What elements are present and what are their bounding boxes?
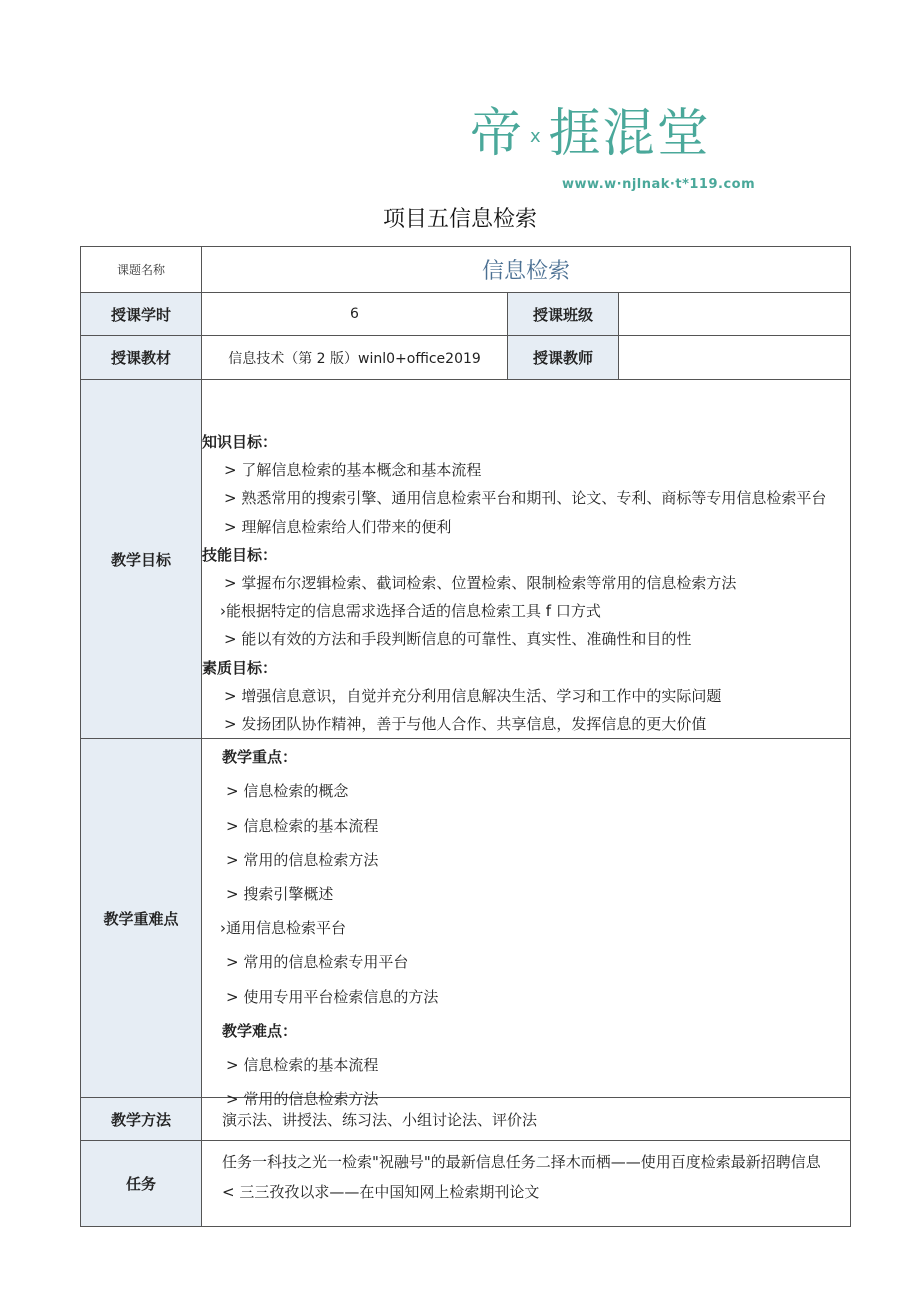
goals-label: 教学目标 <box>81 380 202 739</box>
task-content <box>202 1141 851 1227</box>
teacher-value <box>619 336 851 380</box>
task-item: 任务一科技之光一检索"祝融号"的最新信息任务二择木而栖——使用百度检索最新招聘信息 <box>222 1153 821 1172</box>
goal-item: > 了解信息检索的基本概念和基本流程 <box>224 461 482 480</box>
method-label: 教学方法 <box>81 1098 202 1141</box>
key-item: > 常用的信息检索方法 <box>226 850 379 869</box>
row-hours <box>81 293 851 336</box>
quality-head: 素质目标： <box>202 658 278 677</box>
page-title: 项目五信息检索 <box>382 207 537 232</box>
knowledge-head: 知识目标： <box>202 433 278 451</box>
goal-item: > 能以有效的方法和手段判断信息的可靠性、真实性、准确性和目的性 <box>224 630 692 649</box>
hard-item: > 信息检索的基本流程 <box>226 1055 379 1074</box>
textbook-value: 信息技术（第 2 版）winl0+office2019 <box>202 336 508 380</box>
row-course-name <box>81 247 851 293</box>
row-textbook <box>81 336 851 380</box>
hours-label: 授课学时 <box>81 293 202 336</box>
skill-head: 技能目标： <box>202 545 278 564</box>
row-task <box>81 1141 851 1227</box>
lesson-plan-table <box>80 246 851 1227</box>
method-value: 演示法、讲授法、练习法、小组讨论法、评价法 <box>202 1098 851 1141</box>
key-item: > 信息检索的概念 <box>226 782 349 801</box>
logo-text: 帝x 捱混堂 <box>470 104 711 164</box>
goal-item: > 增强信息意识，自觉并充分利用信息解决生活、学习和工作中的实际问题 <box>224 686 722 705</box>
key-head: 教学重点： <box>222 748 298 767</box>
course-name-value: 信息检索 <box>202 247 851 293</box>
goal-item: > 熟悉常用的搜索引擎、通用信息检索平台和期刊、论文、专利、商标等专用信息检索平台 <box>224 489 827 508</box>
keypoints-content <box>202 739 851 1109</box>
goals-content <box>202 380 851 739</box>
course-name-label: 课题名称 <box>81 247 202 293</box>
hard-head: 教学难点： <box>222 1021 298 1040</box>
class-value <box>619 293 851 336</box>
hard-item: > 常用的信息检索方法 <box>226 1090 379 1109</box>
hours-value: 6 <box>202 293 508 336</box>
goal-item: > 掌握布尔逻辑检索、截词检索、位置检索、限制检索等常用的信息检索方法 <box>224 574 737 593</box>
goal-item: > 发扬团队协作精神，善于与他人合作、共享信息，发挥信息的更大价值 <box>224 715 707 734</box>
goal-item: ›能根据特定的信息需求选择合适的信息检索工具 f 口方式 <box>220 602 601 621</box>
logo-url: www.w·njlnak·t*119.com <box>562 177 756 192</box>
class-label: 授课班级 <box>508 293 619 336</box>
key-item: > 常用的信息检索专用平台 <box>226 953 409 972</box>
goal-item: > 理解信息检索给人们带来的便利 <box>224 517 452 536</box>
logo <box>470 104 711 164</box>
row-goals <box>81 380 851 739</box>
row-keypoints <box>81 739 851 1098</box>
task-item: < 三三孜孜以求——在中国知网上检索期刊论文 <box>222 1183 540 1202</box>
teacher-label: 授课教师 <box>508 336 619 380</box>
textbook-label: 授课教材 <box>81 336 202 380</box>
keypoints-label: 教学重难点 <box>81 739 202 1098</box>
key-item: > 使用专用平台检索信息的方法 <box>226 987 439 1006</box>
key-item: > 搜索引擎概述 <box>226 884 334 903</box>
key-item: ›通用信息检索平台 <box>220 919 346 938</box>
key-item: > 信息检索的基本流程 <box>226 816 379 835</box>
task-label: 任务 <box>81 1141 202 1227</box>
